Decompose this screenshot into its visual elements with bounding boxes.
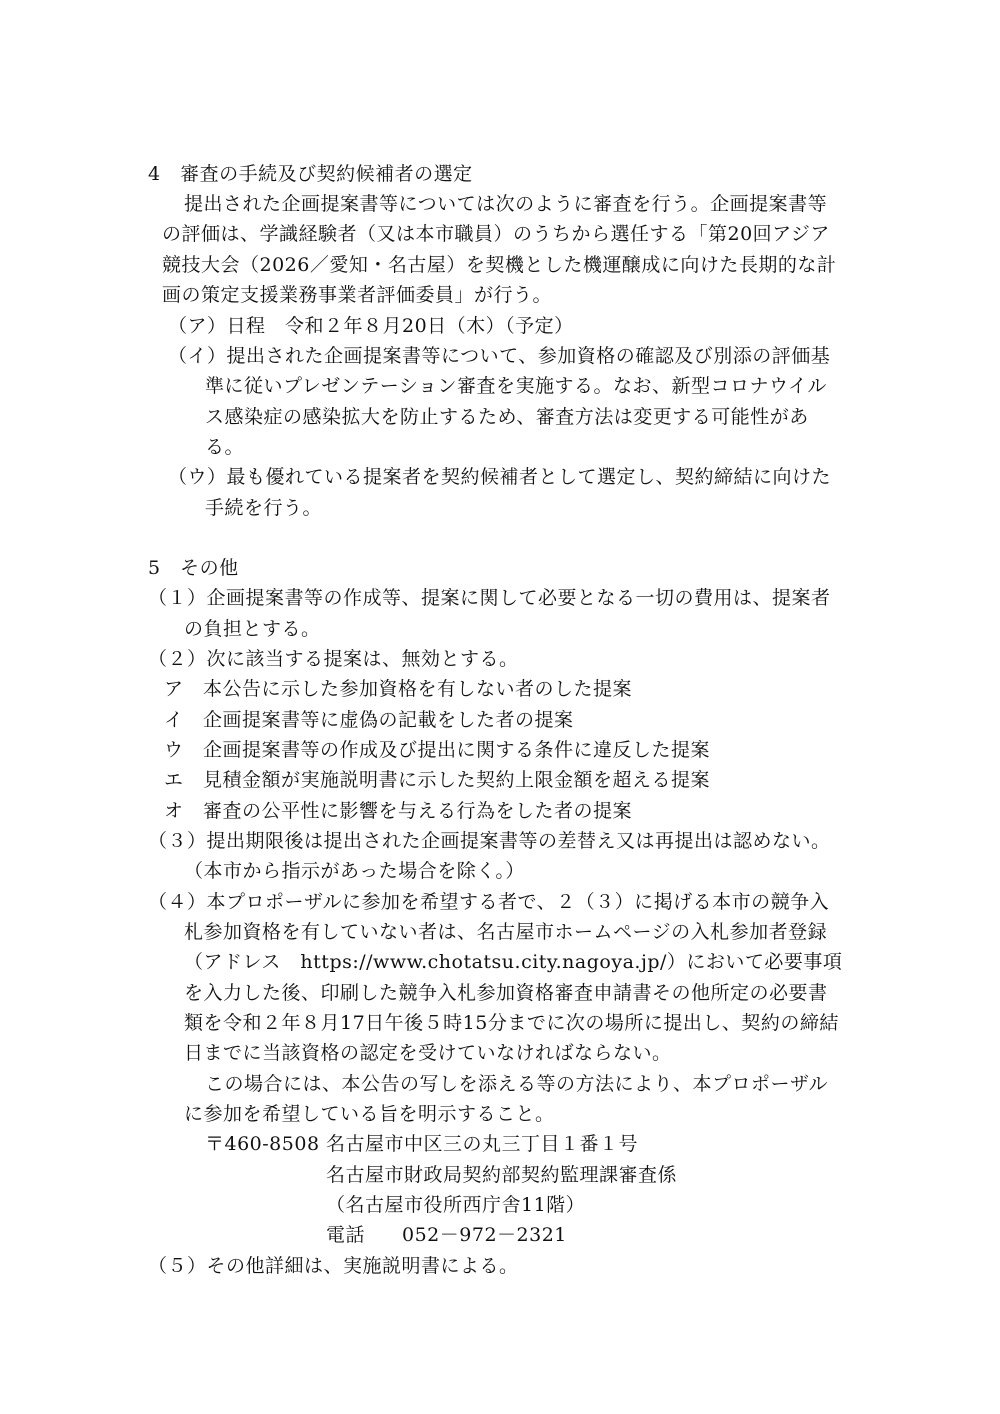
section-4-heading: 4 審査の手続及び契約候補者の選定: [148, 163, 473, 185]
section-4-intro-line: の評価は、学識経験者（又は本市職員）のうちから選任する「第20回アジア: [162, 223, 830, 245]
address-line: 名古屋市中区三の丸三丁目１番１号: [326, 1133, 639, 1155]
section-5-item-4-line: （４）本プロポーザルに参加を希望する者で、２（３）に掲げる本市の競争入: [148, 891, 830, 913]
section-4-intro-line: 画の策定支援業務事業者評価委員」が行う。: [162, 284, 553, 306]
address-line: （名古屋市役所西庁舎11階）: [326, 1194, 586, 1216]
section-5-item-1-line: の負担とする。: [184, 618, 321, 640]
section-4-item-i-line: 準に従いプレゼンテーション審査を実施する。なお、新型コロナウイル: [205, 375, 827, 397]
section-4-item-i-line: る。: [205, 436, 245, 458]
section-5-item-4-line: （アドレス https://www.chotatsu.city.nagoya.jp/）において必要事項: [184, 951, 843, 973]
phone-label: 電話: [326, 1224, 366, 1246]
section-5-item-4-line: を入力した後、印刷した競争入札参加資格審査申請書その他所定の必要書: [184, 982, 828, 1004]
section-5-item-4-note-line: この場合には、本公告の写しを添える等の方法により、本プロポーザル: [205, 1073, 829, 1095]
section-5-item-3-line: （本市から指示があった場合を除く。）: [184, 860, 525, 882]
section-4-item-u-line: （ウ）最も優れている提案者を契約候補者として選定し、契約締結に向けた: [168, 466, 832, 488]
section-5-heading: 5 その他: [148, 557, 239, 579]
section-4-intro-line: 競技大会（2026／愛知・名古屋）を契機とした機運醸成に向けた長期的な計: [162, 254, 837, 276]
section-4-item-u-line: 手続を行う。: [205, 497, 323, 519]
section-5-item-2-sub: オ 審査の公平性に影響を与える行為をした者の提案: [164, 800, 633, 822]
section-5-item-2-sub: イ 企画提案書等に虚偽の記載をした者の提案: [164, 709, 574, 731]
section-5-item-4-note-line: に参加を希望している旨を明示すること。: [184, 1103, 555, 1125]
section-5-item-3-line: （３）提出期限後は提出された企画提案書等の差替え又は再提出は認めない。: [148, 830, 831, 852]
section-4-item-i-line: ス感染症の感染拡大を防止するため、審査方法は変更する可能性があ: [205, 406, 809, 428]
section-4-item-i-line: （イ）提出された企画提案書等について、参加資格の確認及び別添の評価基: [168, 345, 831, 367]
section-5-item-4-line: 類を令和２年８月17日午後５時15分までに次の場所に提出し、契約の締結: [184, 1012, 839, 1034]
section-5-item-2-sub: ウ 企画提案書等の作成及び提出に関する条件に違反した提案: [164, 739, 711, 761]
section-4-intro-line: 提出された企画提案書等については次のように審査を行う。企画提案書等: [184, 193, 828, 215]
address-line: 名古屋市財政局契約部契約監理課審査係: [326, 1164, 678, 1186]
section-5-item-2-sub: ア 本公告に示した参加資格を有しない者のした提案: [164, 678, 633, 700]
section-5-item-5: （５）その他詳細は、実施説明書による。: [148, 1255, 519, 1277]
section-5-item-2-sub: エ 見積金額が実施説明書に示した契約上限金額を超える提案: [164, 769, 711, 791]
section-5-item-2: （２）次に該当する提案は、無効とする。: [148, 648, 519, 670]
section-5-item-4-line: 札参加資格を有していない者は、名古屋市ホームページの入札参加者登録: [184, 921, 828, 943]
postal-code: 〒460-8508: [205, 1133, 320, 1155]
section-5-item-4-line: 日までに当該資格の認定を受けていなければならない。: [184, 1042, 672, 1064]
section-5-item-1-line: （１）企画提案書等の作成等、提案に関して必要となる一切の費用は、提案者: [148, 587, 831, 609]
section-4-item-a: （ア）日程 令和２年８月20日（木）（予定）: [168, 315, 574, 337]
phone-number: 052－972－2321: [402, 1224, 567, 1246]
